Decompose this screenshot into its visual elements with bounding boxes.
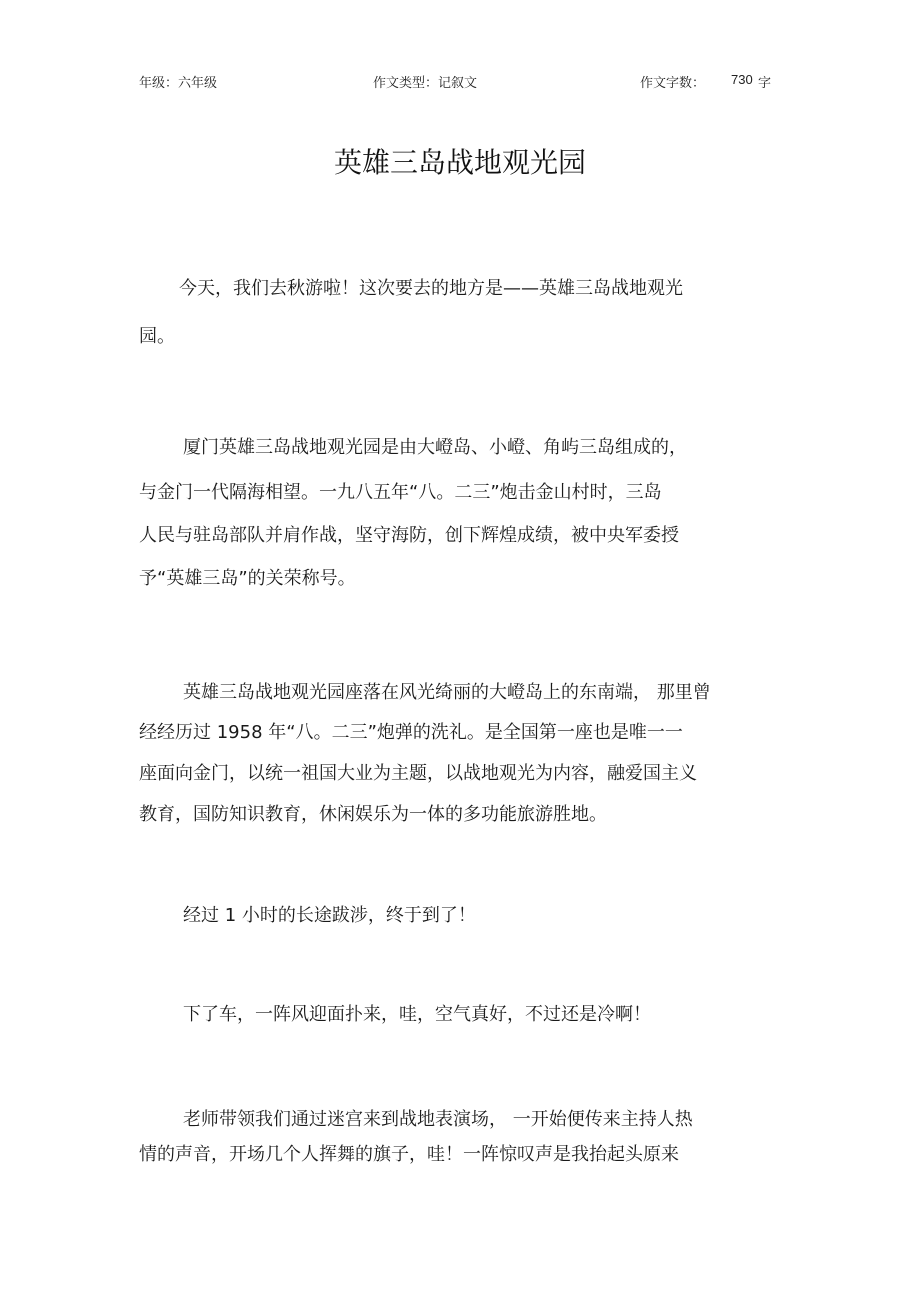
paragraph-line: 园。 (139, 326, 175, 347)
paragraph-line: 与金门一代隔海相望。一九八五年“八。二三”炮击金山村时，三岛 (139, 482, 662, 503)
document-header (0, 72, 920, 92)
paragraph-line: 英雄三岛战地观光园座落在风光绮丽的大嶝岛上的东南端， 那里曾 (183, 682, 711, 703)
paragraph-line: 厦门英雄三岛战地观光园是由大嶝岛、小嶝、角屿三岛组成的， (183, 437, 687, 458)
word-count-value: 730 (731, 72, 753, 87)
paragraph-line: 座面向金门，以统一祖国大业为主题，以战地观光为内容，融爱国主义 (139, 763, 697, 784)
paragraph-line: 老师带领我们通过迷宫来到战地表演场， 一开始便传来主持人热 (183, 1109, 693, 1130)
paragraph-line: 今天，我们去秋游啦！这次要去的地方是——英雄三岛战地观光 (179, 278, 683, 299)
paragraph-line: 经过 1 小时的长途跋涉，终于到了！ (183, 905, 476, 926)
paragraph-line: 教育，国防知识教育，休闲娱乐为一体的多功能旅游胜地。 (139, 804, 607, 825)
paragraph-line: 予“英雄三岛”的关荣称号。 (139, 568, 356, 589)
paragraph-line: 经经历过 1958 年“八。二三”炮弹的洗礼。是全国第一座也是唯一一 (139, 722, 683, 743)
paragraph-line: 情的声音，开场几个人挥舞的旗子，哇！一阵惊叹声是我抬起头原来 (139, 1144, 679, 1165)
paragraph-line: 下了车，一阵风迎面扑来，哇，空气真好，不过还是冷啊！ (183, 1004, 651, 1025)
word-count-unit: 字 (758, 76, 772, 91)
essay-title: 英雄三岛战地观光园 (333, 146, 586, 179)
word-count-label: 作文字数： (640, 76, 706, 91)
paragraph-line: 人民与驻岛部队并肩作战，坚守海防，创下辉煌成绩，被中央军委授 (139, 525, 679, 546)
essay-type-label: 作文类型：记叙文 (373, 76, 478, 91)
grade-label: 年级：六年级 (139, 76, 218, 91)
